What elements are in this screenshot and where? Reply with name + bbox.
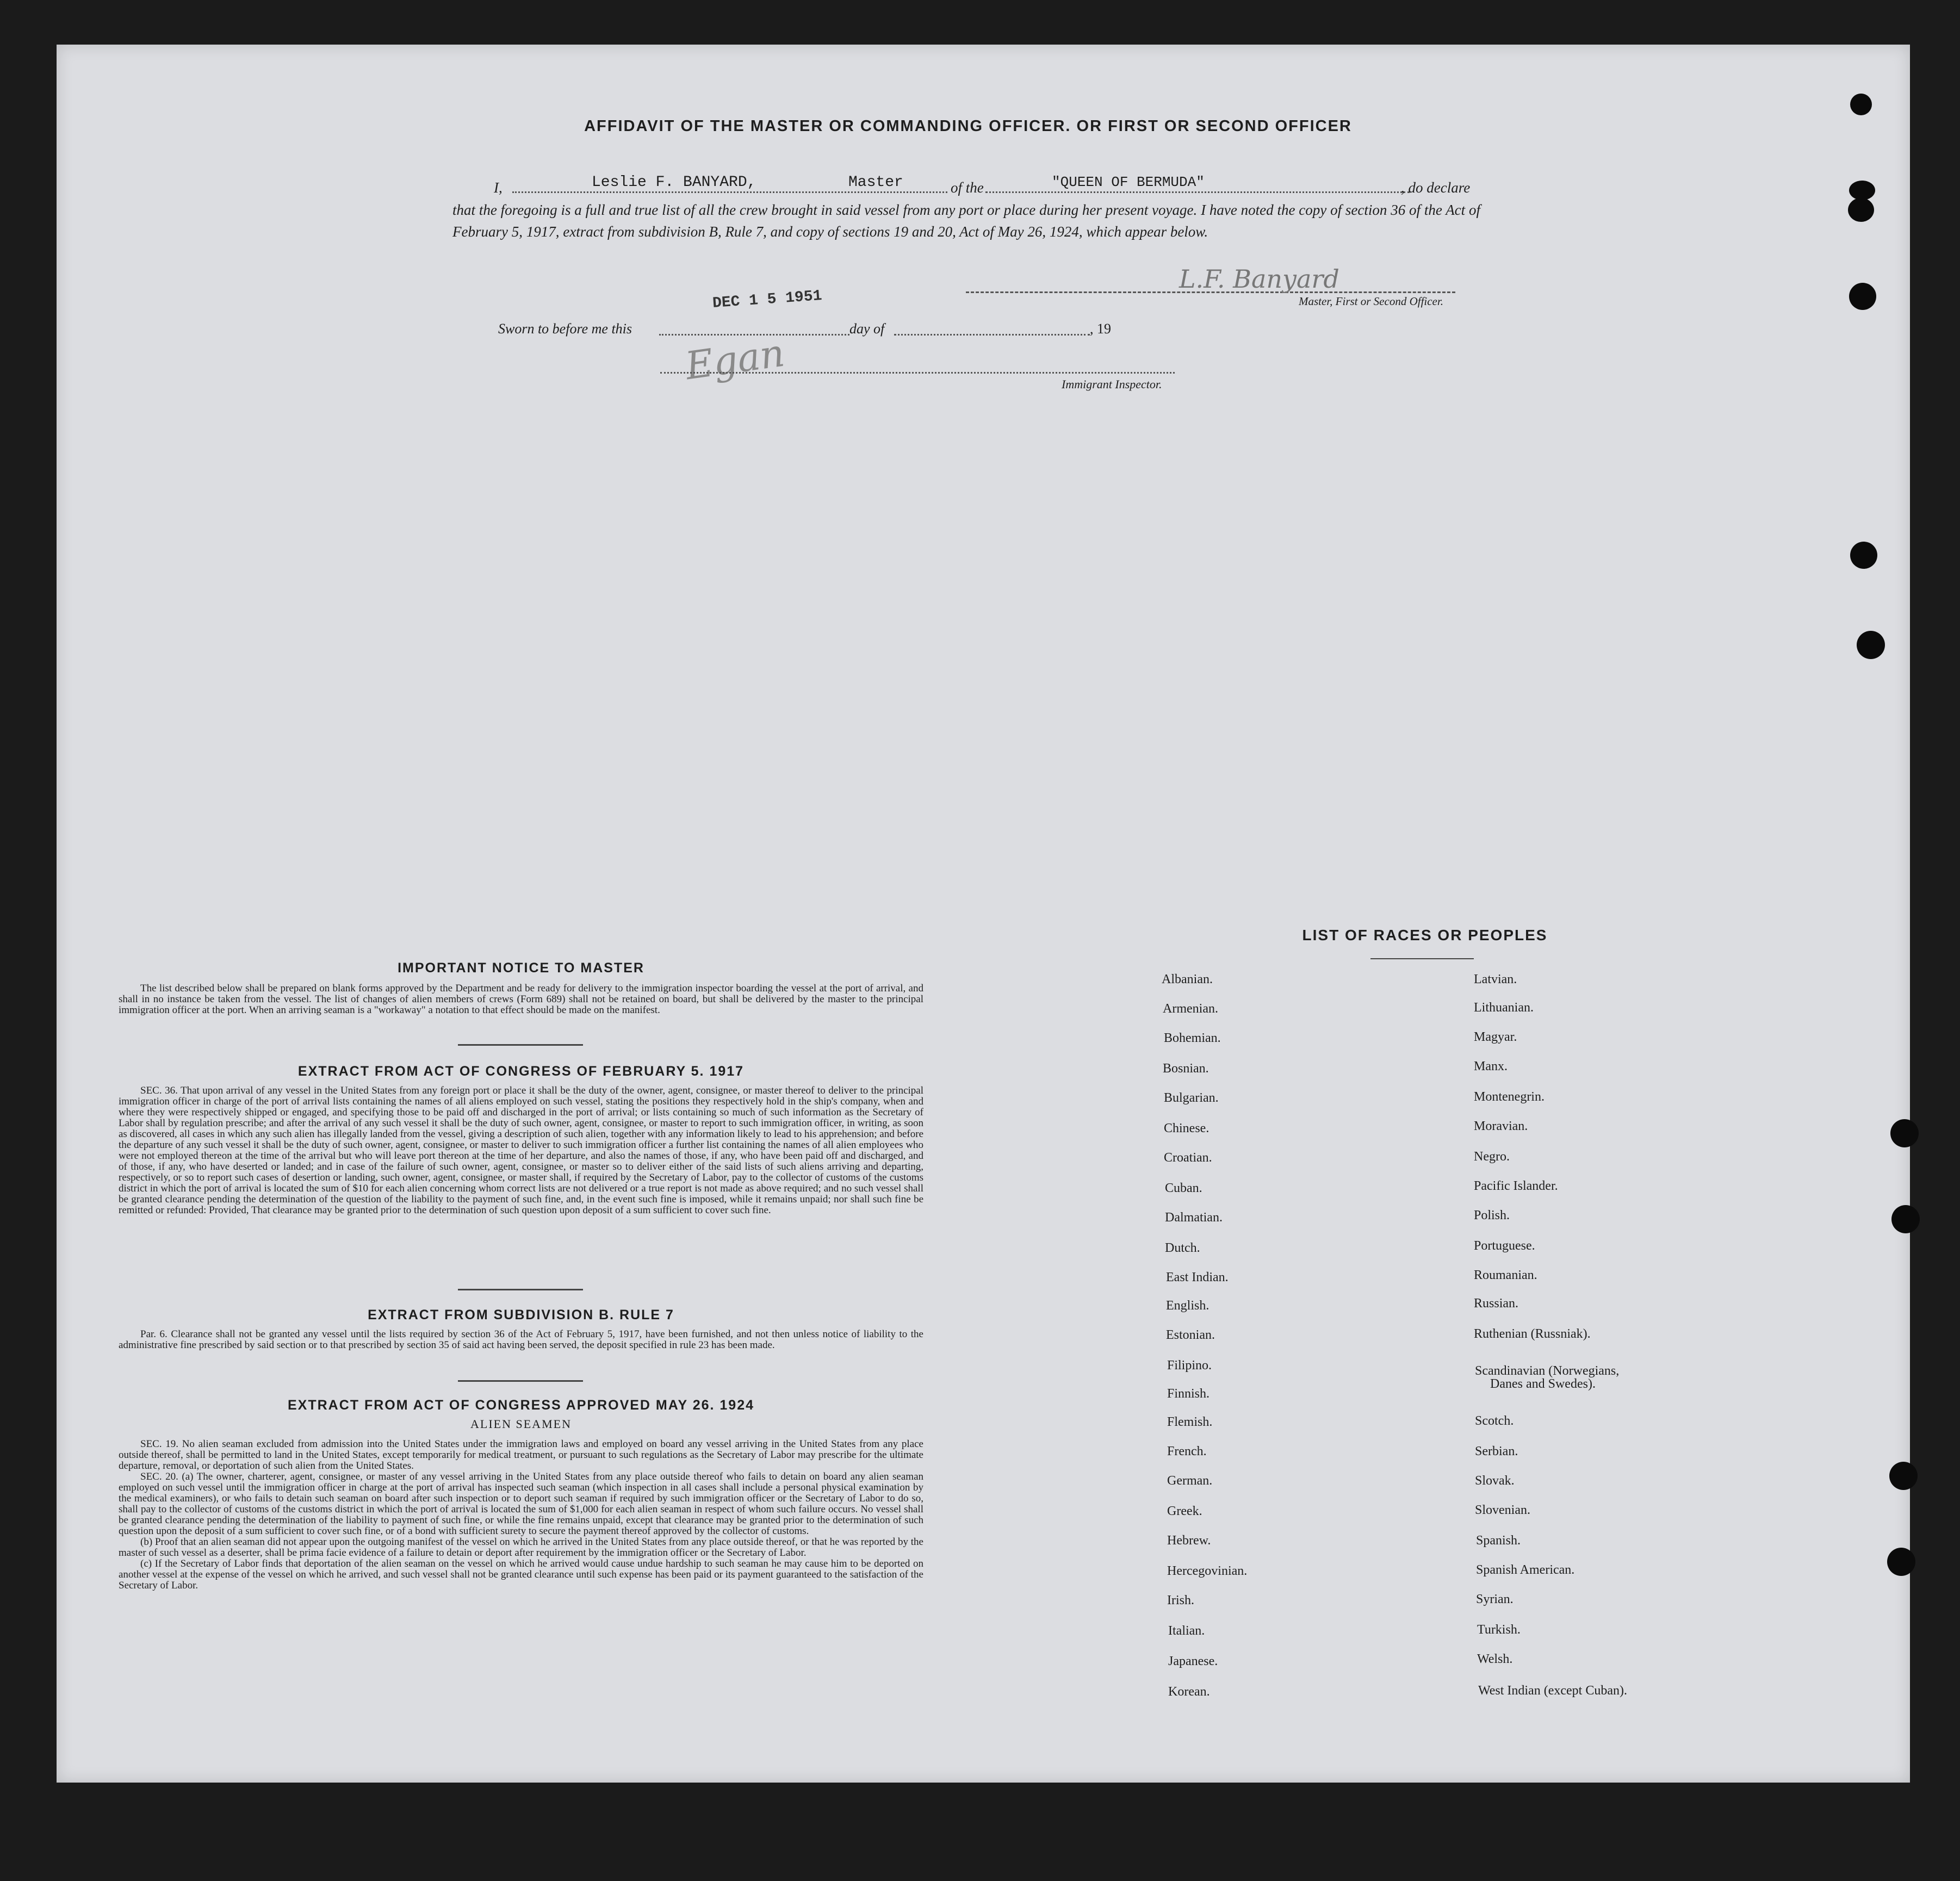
race-item: Flemish. — [1167, 1415, 1213, 1429]
extract-1924-text — [119, 1439, 923, 1591]
race-item: Finnish. — [1167, 1387, 1210, 1401]
affidavit-title: AFFIDAVIT OF THE MASTER OR COMMANDING OFFICER. OR FIRST OR SECOND OFFICER — [584, 117, 1352, 135]
punch-hole — [1887, 1548, 1915, 1576]
race-item: Portuguese. — [1474, 1239, 1535, 1253]
race-item: Danes and Swedes). — [1490, 1377, 1596, 1391]
race-item: Bohemian. — [1164, 1031, 1221, 1045]
punch-hole — [1889, 1462, 1918, 1490]
month-line — [894, 334, 1090, 336]
inspector-caption: Immigrant Inspector. — [1062, 377, 1162, 391]
race-item: Italian. — [1168, 1624, 1205, 1638]
notice-text — [119, 983, 923, 1016]
race-item: West Indian (except Cuban). — [1478, 1684, 1627, 1698]
extract-1917-title: EXTRACT FROM ACT OF CONGRESS OF FEBRUARY 5. 1917 — [297, 1064, 745, 1079]
race-item: Welsh. — [1477, 1652, 1513, 1666]
race-item: Lithuanian. — [1474, 1001, 1534, 1015]
race-item: Spanish American. — [1476, 1563, 1575, 1577]
race-item: East Indian. — [1166, 1270, 1229, 1284]
race-item: Pacific Islander. — [1474, 1179, 1558, 1193]
section-36-paragraph: SEC. 36. That upon arrival of any vessel in the United States from any foreign port or place it shall be the duty of the owner, agent, consignee, or master thereof to deliver to the principal immigration officer in charge of the port of arrival lists containing the names of all aliens employed on such vessel, stating the positions they respectively hold in the ship's company, when and where they were respectively shipped or engaged, and specifying those to be paid off and discharged in the port of arrival; or lists containing so much of such information as the Secretary of Labor shall by regulation prescribe; and after the arrival of any such vessel it shall be the duty of such owner, agent, consignee, or master to report to such immigration officer, in writing, as soon as discovered, all cases in which any such alien has illegally landed from the vessel, giving a description of such alien, together with any information likely to lead to his apprehension; and before the departure of any such vessel it shall be the duty of such owner, agent, consignee, or master to deliver to such immigration officer a further list containing the names of all alien employees who were not employed thereon at the time of the arrival but who will leave port thereon at the time of her departure, and also the names of those, if any, who have been paid off and discharged, and of those, if any, who have deserted or landed; and in case of the failure of such owner, agent, consignee, or master so to deliver either of the said lists of such aliens arriving and departing, respectively, or so to report such cases of desertion or landing, such owner, agent, consignee, or master shall, if required by the Secretary of Labor, pay to the collector of customs of the customs district in which the port of arrival is located the sum of $10 for each alien concerning whom correct lists are not delivered or a true report is not made as above required; and no such vessel shall be granted clearance pending the determination of the question of the liability to the payment of such fine, and, in the event such fine is imposed, while it remains unpaid; nor shall such fine be remitted or refunded: Provided, That clearance may be granted prior to the determination of such question upon deposit of a sum sufficient to cover such fine. — [119, 1085, 923, 1216]
race-item: Scotch. — [1475, 1414, 1514, 1428]
race-item: Filipino. — [1167, 1358, 1212, 1373]
vessel-name: "QUEEN OF BERMUDA" — [1052, 174, 1205, 190]
declare-text: , do declare — [1401, 179, 1471, 196]
divider — [458, 1380, 583, 1382]
race-item: Scandinavian (Norwegians, — [1475, 1364, 1620, 1378]
race-item: Spanish. — [1476, 1534, 1521, 1548]
sworn-text: Sworn to before me this — [498, 321, 632, 337]
sec-20a-paragraph: SEC. 20. (a) The owner, charterer, agent, consignee, or master of any vessel arriving in the United States from any place outside thereof who fails to detain on board any alien seaman employed on such vessel until the immigration officer in charge at the port of arrival has inspected such seaman (which inspection in all cases shall include a personal physical examination by the medical examiners), or who fails to detain such seaman on board after such inspection or to deport such seaman if required by such immigration officer or the Secretary of Labor to do so, shall pay to the collector of customs of the customs district in which the port of arrival is located the sum of $1,000 for each alien seaman in respect of whom such failure occurs. No vessel shall be granted clearance pending the determination of the liability to payment of such fine, or while the fine remains unpaid, except that clearance may be granted prior to the determination of such question upon the deposit of a sum sufficient to cover such fine, or of a bond with sufficient surety to secure the payment thereof approved by the collector of customs. — [119, 1471, 923, 1537]
affidavit-i: I, — [494, 179, 503, 196]
race-item: Moravian. — [1474, 1119, 1528, 1133]
race-item: Polish. — [1474, 1208, 1510, 1222]
race-item: Manx. — [1474, 1059, 1508, 1073]
race-item: Roumanian. — [1474, 1268, 1537, 1282]
race-item: Latvian. — [1474, 972, 1517, 986]
race-item: Japanese. — [1168, 1654, 1218, 1668]
sec-19-paragraph: SEC. 19. No alien seaman excluded from admission into the United States under the immigration laws and employed on board any vessel arriving in the United States from any place outside thereof, shall be permitted to land in the United States, except temporarily for medical treatment, or pursuant to such regulations as the Secretary of Labor may prescribe for the ultimate departure, removal, or deportation of such alien from the United States. — [119, 1438, 923, 1472]
inspector-signature: Egan — [683, 330, 787, 389]
par-6-paragraph: Par. 6. Clearance shall not be granted any vessel until the lists required by section 36 of the Act of February 5, 1917, have been furnished, and not then unless notice of liability to the administrative fine prescribed by said section or to that prescribed by section 35 of said act having been served, the deposit specified in rule 23 has been made. — [119, 1329, 923, 1351]
divider — [1370, 958, 1474, 959]
race-item: Dutch. — [1165, 1241, 1200, 1255]
punch-hole — [1849, 283, 1876, 310]
races-title: LIST OF RACES OR PEOPLES — [1302, 927, 1548, 943]
punch-hole — [1849, 181, 1875, 200]
race-item: Cuban. — [1165, 1181, 1202, 1195]
race-item: English. — [1166, 1299, 1210, 1313]
punch-hole — [1890, 1119, 1919, 1147]
race-item: Armenian. — [1163, 1002, 1218, 1016]
race-item: Russian. — [1474, 1296, 1519, 1311]
sec-20c-paragraph: (c) If the Secretary of Labor finds that deportation of the alien seaman on the vessel on which he arrived would cause undue hardship to such seaman he may cause him to be deported on another vessel at the expense of the vessel on which he arrived, and such vessel shall not be granted clearance until such expense has been paid or its payment guaranteed to the satisfaction of the Secretary of Labor. — [119, 1558, 923, 1591]
inspector-line — [660, 372, 1175, 374]
notice-paragraph: The list described below shall be prepared on blank forms approved by the Department and be ready for delivery to the immigration inspector boarding the vessel at the port of arrival, and shall in no instance be taken from the vessel. The list of changes of alien members of crews (Form 689) shall not be retained on board, but shall be delivered by the master to the principal immigration officer at the port. When an arriving seaman is a "workaway" a notation to that effect should be made on the manifest. — [119, 983, 923, 1016]
race-item: Serbian. — [1475, 1444, 1518, 1458]
extract-1917-text — [119, 1085, 923, 1216]
race-item: German. — [1167, 1474, 1213, 1488]
race-item: Estonian. — [1166, 1328, 1215, 1342]
race-item: Negro. — [1474, 1150, 1510, 1164]
master-name: Leslie F. BANYARD, — [592, 174, 756, 191]
punch-hole — [1857, 631, 1885, 659]
rule7-text — [119, 1329, 923, 1351]
of-the-text: of the — [951, 179, 984, 196]
sec-20b-paragraph: (b) Proof that an alien seaman did not appear upon the outgoing manifest of the vessel on which he arrived in the United States from any place outside thereof, or that he was reported by the master of such vessel as a deserter, shall be prima facie evidence of a failure to detain or deport after requirement by the immigration officer or the Secretary of Labor. — [119, 1536, 923, 1559]
affidavit-body: that the foregoing is a full and true list of all the crew brought in said vessel from any port or place during her present voyage. I have noted the copy of section 36 of the Act of February 5, 1917, extract from subdivision B, Rule 7, and copy of sections 19 and 20, Act of May 26, 1924, which appear below. — [452, 202, 1480, 240]
race-item: Ruthenian (Russniak). — [1474, 1327, 1591, 1341]
punch-hole — [1850, 542, 1877, 569]
race-item: Albanian. — [1162, 972, 1213, 986]
race-item: Slovenian. — [1475, 1503, 1530, 1517]
extract-1924-title: EXTRACT FROM ACT OF CONGRESS APPROVED MAY 26. 1924 — [287, 1398, 755, 1413]
rule7-title: EXTRACT FROM SUBDIVISION B. RULE 7 — [368, 1307, 674, 1323]
punch-hole — [1848, 198, 1874, 222]
punch-hole — [1891, 1205, 1920, 1233]
officer-signature: L.F. Banyard — [1179, 264, 1339, 294]
race-item: Hebrew. — [1167, 1534, 1211, 1548]
race-item: Irish. — [1167, 1593, 1194, 1607]
officer-signature-caption: Master, First or Second Officer. — [1299, 295, 1443, 308]
race-item: Korean. — [1168, 1685, 1210, 1699]
punch-hole — [1850, 94, 1872, 115]
date-stamp: DEC 1 5 1951 — [712, 288, 823, 312]
year-text: , 19 — [1090, 321, 1111, 337]
master-rank: Master — [848, 174, 903, 191]
day-of-text: day of — [849, 321, 885, 337]
affidavit-name-line — [512, 191, 947, 193]
divider — [458, 1289, 583, 1290]
race-item: Croatian. — [1164, 1151, 1212, 1165]
race-item: Greek. — [1167, 1504, 1202, 1518]
race-item: Dalmatian. — [1165, 1210, 1223, 1225]
notice-title: IMPORTANT NOTICE TO MASTER — [398, 960, 644, 976]
race-item: Bosnian. — [1163, 1061, 1209, 1076]
race-item: Syrian. — [1476, 1592, 1514, 1606]
race-item: French. — [1167, 1444, 1207, 1458]
alien-seamen-subtitle: ALIEN SEAMEN — [470, 1417, 572, 1431]
race-item: Magyar. — [1474, 1030, 1517, 1044]
race-item: Turkish. — [1477, 1623, 1521, 1637]
race-item: Bulgarian. — [1164, 1091, 1219, 1105]
race-item: Chinese. — [1164, 1121, 1210, 1135]
vessel-line — [985, 191, 1410, 193]
divider — [458, 1044, 583, 1046]
race-item: Hercegovinian. — [1167, 1564, 1248, 1578]
race-item: Montenegrin. — [1474, 1090, 1545, 1104]
race-item: Slovak. — [1475, 1474, 1515, 1488]
